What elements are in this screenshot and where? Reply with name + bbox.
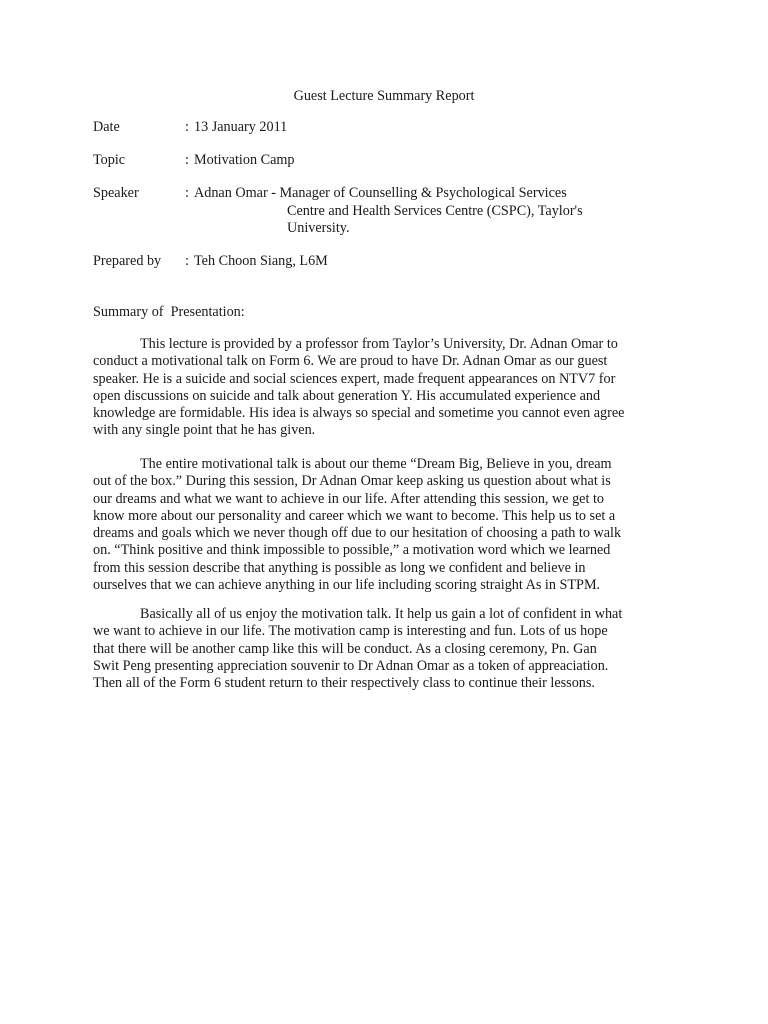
date-label: Date [93, 119, 120, 135]
topic-colon: : [185, 152, 189, 168]
topic-value: Motivation Camp [194, 152, 295, 168]
paragraph-3 [93, 606, 683, 692]
paragraph-line: on. “Think positive and think impossible to possible,” a motivation word which we learned [93, 542, 611, 559]
paragraph-line: knowledge are formidable. His idea is always so special and sometime you cannot even agree [93, 405, 625, 422]
paragraph-line: with any single point that he has given. [93, 422, 316, 439]
paragraph-line: Swit Peng presenting appreciation souvenir to Dr Adnan Omar as a token of appreaciation. [93, 657, 609, 674]
date-colon: : [185, 119, 189, 135]
speaker-value-continued-1: Centre and Health Services Centre (CSPC), Taylor's [287, 203, 583, 219]
topic-label: Topic [93, 152, 126, 168]
report-title: Guest Lecture Summary Report [293, 88, 475, 104]
paragraph-line: ourselves that we can achieve anything in our life including scoring straight As in STPM. [93, 577, 601, 594]
speaker-value: Adnan Omar - Manager of Counselling & Psychological Services [194, 185, 567, 201]
paragraph-1 [93, 336, 683, 440]
paragraph-line: we want to achieve in our life. The motivation camp is interesting and fun. Lots of us hope [93, 623, 608, 640]
summary-heading: Summary of Presentation: [93, 304, 245, 320]
paragraph-line: know more about our personality and career which we want to become. This help us to set a [93, 507, 616, 524]
paragraph-line: dreams and goals which we never though off due to our hesitation of choosing a path to walk [93, 525, 622, 542]
paragraph-line: Basically all of us enjoy the motivation talk. It help us gain a lot of confident in what [140, 606, 623, 622]
paragraph-line: This lecture is provided by a professor from Taylor’s University, Dr. Adnan Omar to [140, 336, 618, 352]
paragraph-line: out of the box.” During this session, Dr Adnan Omar keep asking us question about what is [93, 473, 611, 490]
paragraph-line: open discussions on suicide and talk about generation Y. His accumulated experience and [93, 387, 601, 404]
paragraph-line: from this session describe that anything is possible as long we confident and believe in [93, 559, 586, 576]
paragraph-line: speaker. He is a suicide and social sciences expert, made frequent appearances on NTV7 for [93, 370, 616, 387]
prepared-by-value: Teh Choon Siang, L6M [194, 253, 328, 269]
paragraph-2 [93, 456, 683, 594]
speaker-value-continued-2: University. [287, 220, 350, 236]
paragraph-line: Then all of the Form 6 student return to their respectively class to continue their lessons. [93, 675, 595, 692]
prepared-by-colon: : [185, 253, 189, 269]
prepared-by-label: Prepared by [93, 253, 162, 269]
paragraph-line: The entire motivational talk is about our theme “Dream Big, Believe in you, dream [140, 456, 612, 472]
speaker-colon: : [185, 185, 189, 201]
paragraph-line: conduct a motivational talk on Form 6. We are proud to have Dr. Adnan Omar as our guest [93, 353, 608, 370]
speaker-label: Speaker [93, 185, 139, 201]
paragraph-line: our dreams and what we want to achieve in our life. After attending this session, we get to [93, 490, 605, 507]
paragraph-line: that there will be another camp like this will be conduct. As a closing ceremony, Pn. Gan [93, 640, 597, 657]
date-value: 13 January 2011 [194, 119, 288, 135]
